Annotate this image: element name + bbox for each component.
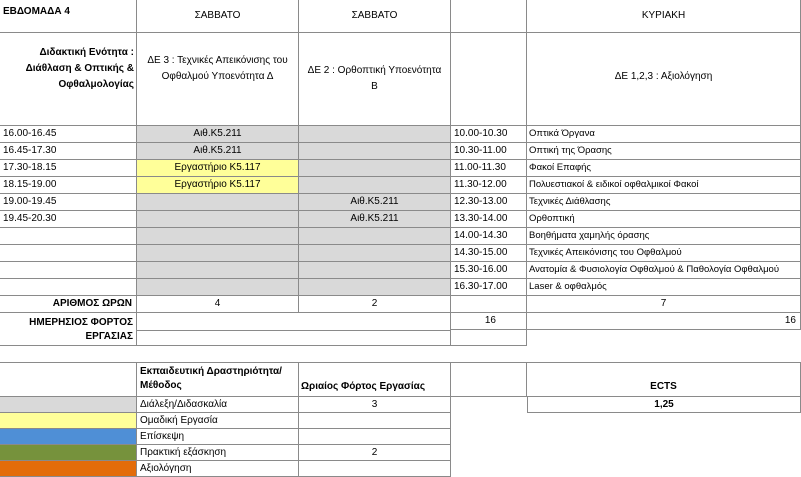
sun-time[interactable]: 13.30-14.00 bbox=[451, 211, 527, 228]
sat-col1-cell[interactable]: Εργαστήριο Κ5.117 bbox=[137, 177, 299, 194]
day-header-3[interactable]: ΚΥΡΙΑΚΗ bbox=[527, 0, 801, 33]
sun-time[interactable]: 15.30-16.00 bbox=[451, 262, 527, 279]
legend-ects[interactable]: 1,25 bbox=[527, 397, 801, 413]
legend-load[interactable]: 3 bbox=[299, 397, 451, 413]
sat-col2-cell[interactable] bbox=[299, 262, 451, 279]
unit-label[interactable]: Διδακτική Ενότητα : Διάθλαση & Οπτικής & Οφθαλμολογίας bbox=[0, 33, 137, 126]
sun-time[interactable]: 11.00-11.30 bbox=[451, 160, 527, 177]
sat-time[interactable]: 16.45-17.30 bbox=[0, 143, 137, 160]
load-header[interactable]: Ωριαίος Φόρτος Εργασίας bbox=[299, 363, 451, 397]
spacer-row[interactable] bbox=[0, 346, 801, 363]
sat-col2-cell[interactable] bbox=[299, 126, 451, 143]
week-label[interactable]: ΕΒΔΟΜΑΔΑ 4 bbox=[0, 0, 137, 33]
unit-col-empty[interactable] bbox=[451, 33, 527, 126]
sat-col1-cell[interactable]: Αιθ.Κ5.211 bbox=[137, 143, 299, 160]
sat-col1-cell[interactable] bbox=[137, 194, 299, 211]
sun-subject[interactable]: Τεχνικές Απεικόνισης του Οφθαλμού bbox=[527, 245, 801, 262]
sun-time[interactable]: 14.30-15.00 bbox=[451, 245, 527, 262]
legend-label[interactable]: Επίσκεψη bbox=[137, 429, 299, 445]
sat-col2-cell[interactable] bbox=[299, 160, 451, 177]
legend-ects-blank[interactable] bbox=[527, 461, 801, 477]
sun-time[interactable]: 16.30-17.00 bbox=[451, 279, 527, 296]
sun-subject[interactable]: Τεχνικές Διάθλασης bbox=[527, 194, 801, 211]
sun-subject[interactable]: Οπτική της Όρασης bbox=[527, 143, 801, 160]
sun-time[interactable]: 10.00-10.30 bbox=[451, 126, 527, 143]
sun-subject[interactable]: Φακοί Επαφής bbox=[527, 160, 801, 177]
sun-time[interactable]: 14.00-14.30 bbox=[451, 228, 527, 245]
sat-time[interactable]: 16.00-16.45 bbox=[0, 126, 137, 143]
hours-col1[interactable]: 4 bbox=[137, 296, 299, 313]
day-header-2[interactable]: ΣΑΒΒΑΤΟ bbox=[299, 0, 451, 33]
sun-subject[interactable]: Ανατομία & Φυσιολογία Οφθαλμού & Παθολογία Οφθαλμού bbox=[527, 262, 801, 279]
sat-col1-cell[interactable] bbox=[137, 262, 299, 279]
sun-subject[interactable]: Βοηθήματα χαμηλής όρασης bbox=[527, 228, 801, 245]
sat-time[interactable]: 17.30-18.15 bbox=[0, 160, 137, 177]
sun-subject[interactable]: Πολυεστιακοί & ειδικοί οφθαλμικοί Φακοί bbox=[527, 177, 801, 194]
workload-sat-blank2[interactable] bbox=[137, 330, 451, 346]
sat-time[interactable] bbox=[0, 262, 137, 279]
unit-col-1[interactable]: ΔΕ 3 : Τεχνικές Απεικόνισης του Οφθαλμού Υποενότητα Δ bbox=[137, 33, 299, 126]
legend-swatch[interactable] bbox=[0, 397, 137, 413]
sat-col1-cell[interactable] bbox=[137, 245, 299, 262]
legend-load[interactable]: 2 bbox=[299, 445, 451, 461]
sun-time[interactable]: 11.30-12.00 bbox=[451, 177, 527, 194]
sat-time[interactable]: 19.45-20.30 bbox=[0, 211, 137, 228]
sat-time[interactable] bbox=[0, 228, 137, 245]
legend-header-empty[interactable] bbox=[0, 363, 137, 397]
ects-header[interactable]: ECTS bbox=[527, 363, 801, 397]
sat-col1-cell[interactable] bbox=[137, 211, 299, 228]
legend-label[interactable]: Ομαδική Εργασία bbox=[137, 413, 299, 429]
legend-ects-blank[interactable] bbox=[527, 429, 801, 445]
day-header-1[interactable]: ΣΑΒΒΑΤΟ bbox=[137, 0, 299, 33]
sat-col2-cell[interactable] bbox=[299, 245, 451, 262]
legend-label[interactable]: Αξιολόγηση bbox=[137, 461, 299, 477]
activity-header[interactable]: Εκπαιδευτική Δραστηριότητα/Μέθοδος bbox=[137, 363, 299, 397]
legend-swatch[interactable] bbox=[0, 445, 137, 461]
sun-subject[interactable]: Ορθοπτική bbox=[527, 211, 801, 228]
sat-col2-cell[interactable] bbox=[299, 279, 451, 296]
sat-time[interactable] bbox=[0, 279, 137, 296]
sun-subject[interactable]: Οπτικά Όργανα bbox=[527, 126, 801, 143]
legend-swatch[interactable] bbox=[0, 429, 137, 445]
sat-col2-cell[interactable] bbox=[299, 143, 451, 160]
sun-time[interactable]: 12.30-13.00 bbox=[451, 194, 527, 211]
legend-swatch[interactable] bbox=[0, 413, 137, 429]
sat-time[interactable] bbox=[0, 245, 137, 262]
hours-label[interactable]: ΑΡΙΘΜΟΣ ΩΡΩΝ bbox=[0, 296, 137, 313]
sat-col2-cell[interactable]: Αιθ.Κ5.211 bbox=[299, 194, 451, 211]
legend-load[interactable] bbox=[299, 429, 451, 445]
legend-ects-blank[interactable] bbox=[527, 413, 801, 429]
sat-col1-cell[interactable] bbox=[137, 228, 299, 245]
unit-col-2[interactable]: ΔΕ 2 : Ορθοπτική Υποενότητα Β bbox=[299, 33, 451, 126]
unit-col-3[interactable]: ΔΕ 1,2,3 : Αξιολόγηση bbox=[527, 33, 801, 126]
legend-swatch[interactable] bbox=[0, 461, 137, 477]
sun-subject[interactable]: Laser & οφθαλμός bbox=[527, 279, 801, 296]
sat-time[interactable]: 18.15-19.00 bbox=[0, 177, 137, 194]
hours-col2[interactable]: 2 bbox=[299, 296, 451, 313]
sat-col2-cell[interactable] bbox=[299, 228, 451, 245]
legend-label[interactable]: Πρακτική εξάσκηση bbox=[137, 445, 299, 461]
sat-col1-cell[interactable]: Αιθ.Κ5.211 bbox=[137, 126, 299, 143]
sun-time[interactable]: 10.30-11.00 bbox=[451, 143, 527, 160]
workload-sat-blank[interactable] bbox=[137, 313, 451, 330]
workload-label[interactable]: ΗΜΕΡΗΣΙΟΣ ΦΟΡΤΟΣ ΕΡΓΑΣΙΑΣ bbox=[0, 313, 137, 346]
workload-sun[interactable]: 16 bbox=[527, 313, 801, 330]
hours-empty[interactable] bbox=[451, 296, 527, 313]
sat-col1-cell[interactable]: Εργαστήριο Κ5.117 bbox=[137, 160, 299, 177]
legend-load[interactable] bbox=[299, 413, 451, 429]
legend-label[interactable]: Διάλεξη/Διδασκαλία bbox=[137, 397, 299, 413]
sat-col2-cell[interactable] bbox=[299, 177, 451, 194]
legend-empty[interactable] bbox=[451, 363, 527, 397]
day-header-empty[interactable] bbox=[451, 0, 527, 33]
sat-time[interactable]: 19.00-19.45 bbox=[0, 194, 137, 211]
legend-ects-blank[interactable] bbox=[527, 445, 801, 461]
workload-sat-below[interactable] bbox=[451, 330, 527, 346]
sat-col1-cell[interactable] bbox=[137, 279, 299, 296]
hours-col3[interactable]: 7 bbox=[527, 296, 801, 313]
legend-load[interactable] bbox=[299, 461, 451, 477]
sat-col2-cell[interactable]: Αιθ.Κ5.211 bbox=[299, 211, 451, 228]
workload-sat[interactable]: 16 bbox=[451, 313, 527, 330]
